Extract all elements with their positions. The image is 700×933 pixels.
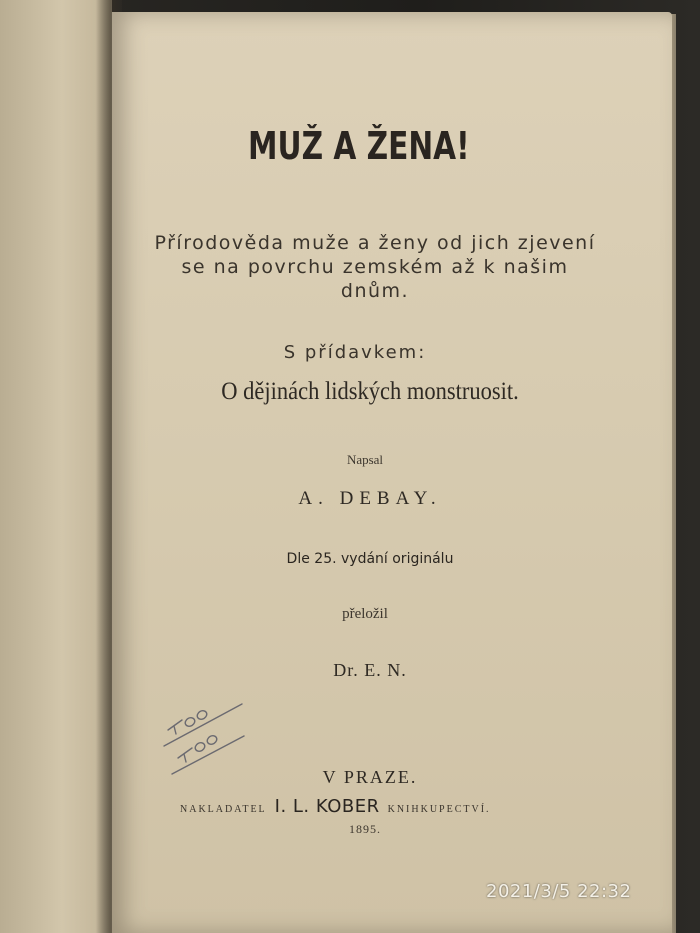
translator-label: přeložil [342,606,388,622]
subtitle-line-1: Přírodověda muže a ženy od jich zjevení [154,232,596,254]
publisher-prefix: NAKLADATEL [180,804,267,815]
imprint-publisher [180,796,600,817]
appendix-title: O dějinách lidských monstruosit. [221,378,519,405]
imprint-place: V PRAZE. [322,767,418,787]
imprint-year: 1895. [349,822,381,836]
publisher-name: I. L. KOBER [274,796,380,817]
author-name: A. DEBAY. [298,488,442,509]
edition-note: Dle 25. vydání originálu [286,551,454,567]
subtitle-line-3: dnům. [340,280,410,302]
translator-name: Dr. E. N. [333,660,407,680]
camera-timestamp: 2021/3/5 22:32 [486,881,632,902]
author-label: Napsal [346,452,384,467]
subtitle-line-2: se na povrchu zemském až k našim [181,256,569,278]
book-title: MUŽ A ŽENA! [248,124,470,168]
publisher-suffix: KNIHKUPECTVÍ. [387,804,491,815]
appendix-label: S přídavkem: [283,342,427,363]
